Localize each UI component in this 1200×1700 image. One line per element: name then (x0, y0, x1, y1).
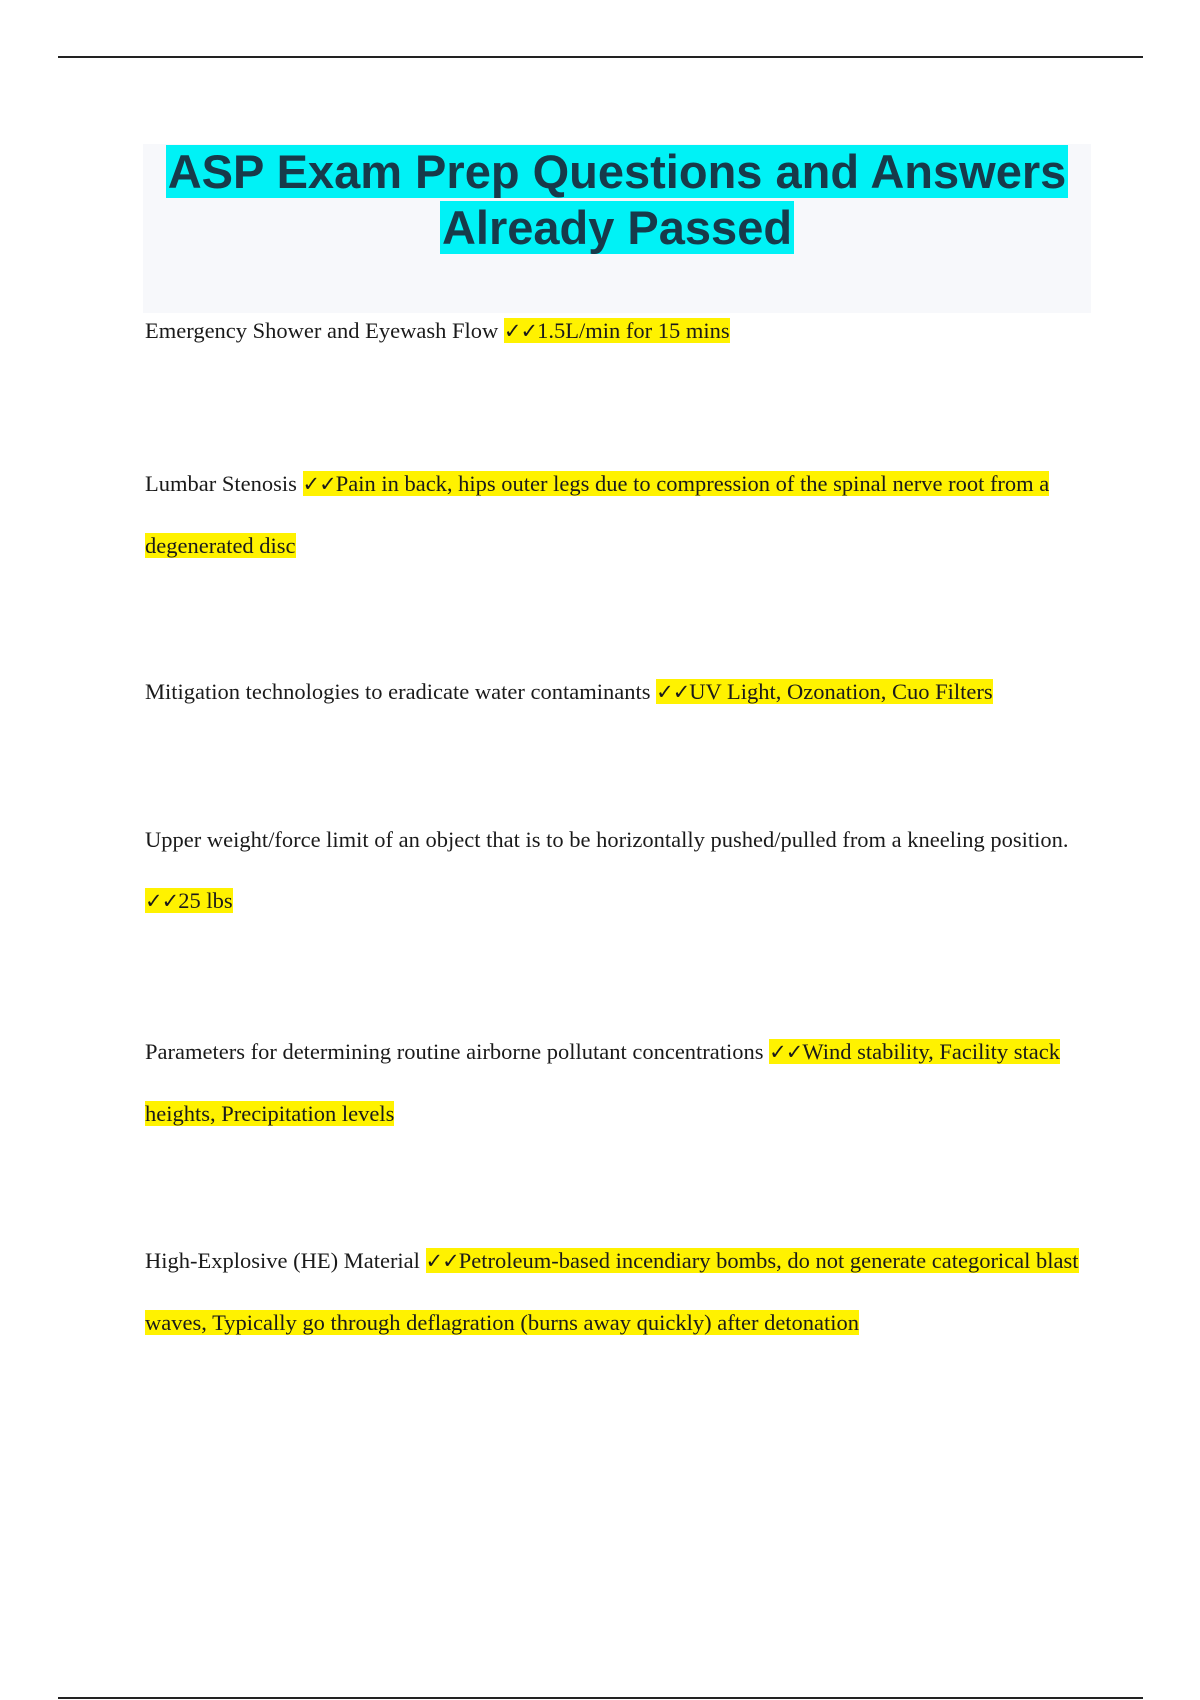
answer-text: Pain in back, hips outer legs due to compression of the spinal nerve root from a degenerated disc (145, 471, 1050, 558)
check-icon: ✓✓ (302, 472, 336, 496)
answer-highlight (145, 888, 233, 913)
title-line-2: Already Passed (441, 201, 793, 254)
answer-highlight (504, 318, 730, 343)
check-icon: ✓✓ (769, 1040, 803, 1064)
title-block (143, 144, 1091, 313)
answer-text: 25 lbs (178, 888, 233, 913)
answer-text: UV Light, Ozonation, Cuo Filters (689, 679, 993, 704)
check-icon: ✓✓ (145, 889, 179, 913)
top-rule (58, 56, 1143, 58)
qa-item (145, 300, 1085, 362)
title-line-1: ASP Exam Prep Questions and Answers (167, 145, 1067, 198)
bottom-rule (58, 1697, 1143, 1699)
question-text: Emergency Shower and Eyewash Flow (145, 318, 504, 343)
answer-text: Wind stability, Facility stack heights, Precipitation levels (145, 1039, 1060, 1126)
question-text: Mitigation technologies to eradicate water contaminants (145, 679, 657, 704)
qa-item (145, 453, 1085, 576)
document-title (143, 144, 1091, 256)
qa-item (145, 1021, 1085, 1144)
question-text: High-Explosive (HE) Material (145, 1248, 426, 1273)
answer-text: 1.5L/min for 15 mins (537, 318, 730, 343)
check-icon: ✓✓ (656, 680, 690, 704)
qa-item (145, 1230, 1085, 1353)
answer-highlight (656, 679, 993, 704)
check-icon: ✓✓ (503, 319, 538, 343)
check-icon: ✓✓ (425, 1249, 459, 1273)
question-text: Lumbar Stenosis (145, 471, 303, 496)
question-text: Upper weight/force limit of an object that is to be horizontally pushed/pulled from a kneeling position. (145, 827, 1069, 852)
qa-item (145, 661, 1085, 723)
question-text: Parameters for determining routine airborne pollutant concentrations (145, 1039, 770, 1064)
answer-text: Petroleum-based incendiary bombs, do not generate categorical blast waves, Typically go through deflagration (burns away quickly) after detonation (145, 1248, 1079, 1335)
qa-item (145, 809, 1085, 932)
